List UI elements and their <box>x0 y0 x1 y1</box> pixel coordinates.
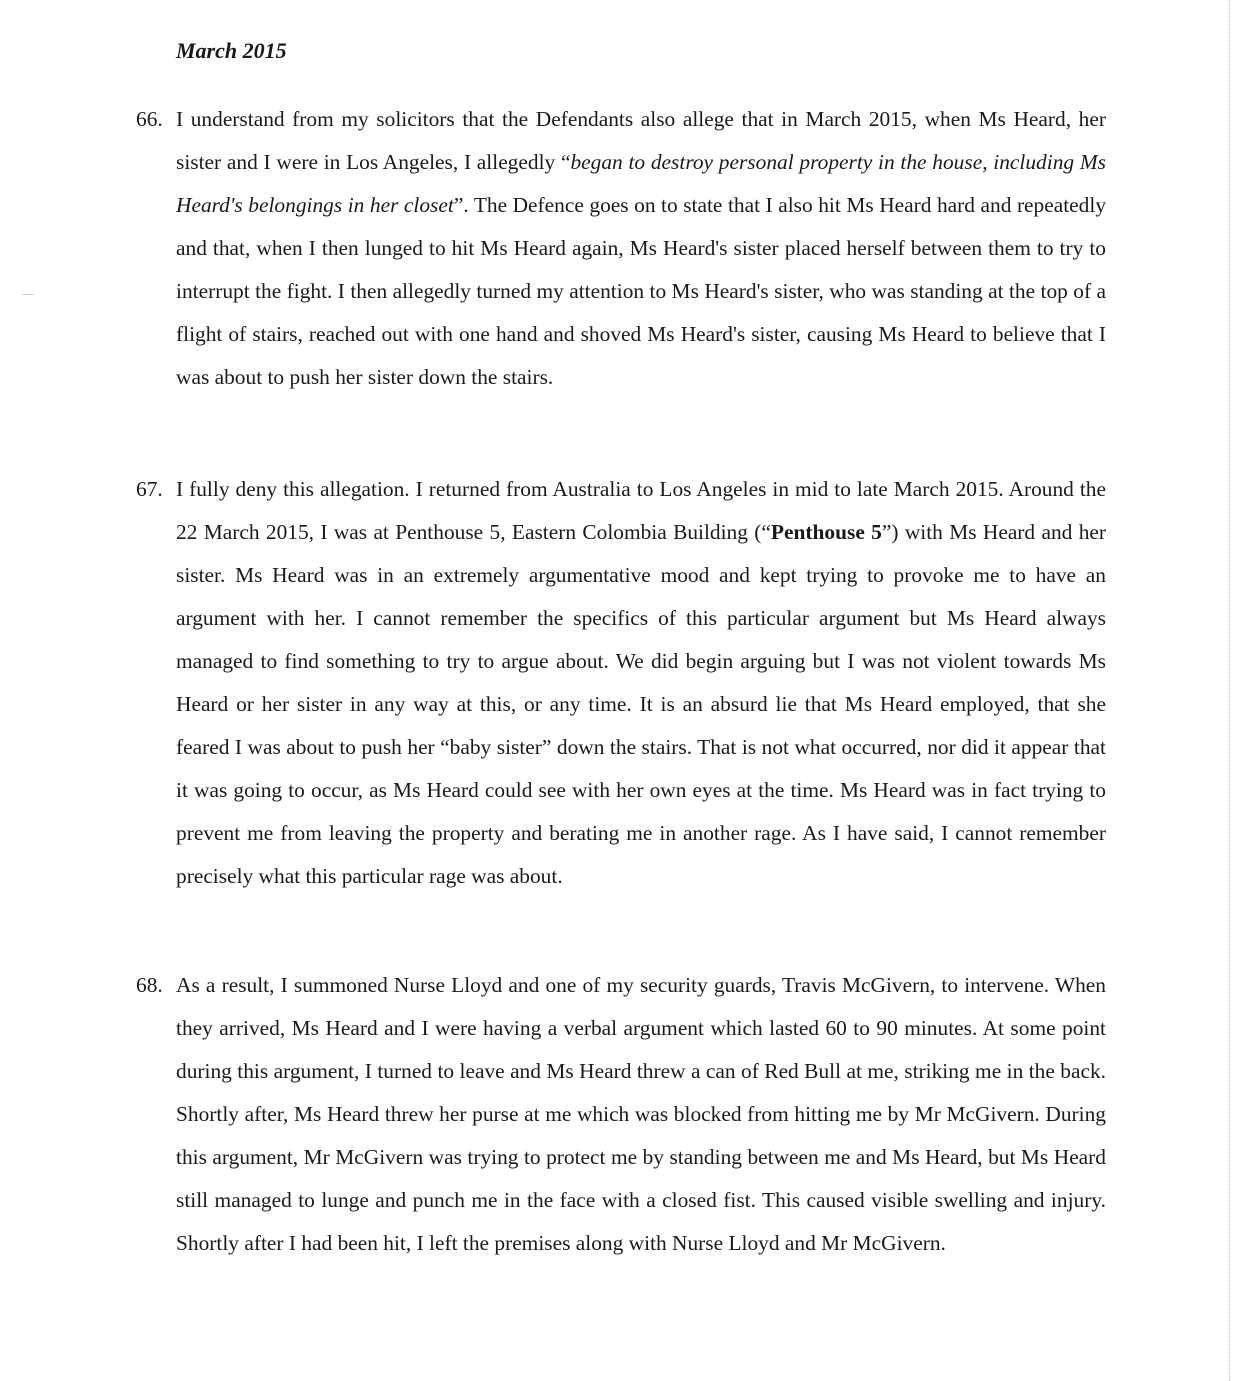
scan-margin-line <box>1229 0 1230 1381</box>
section-heading: March 2015 <box>176 38 287 63</box>
paragraph-text: I understand from my solicitors that the Defendants also allege that in March 2015, when Ms Heard, her sister and I were in Los Angeles, I allegedly “ <box>176 107 1106 174</box>
paragraph-number: 67. <box>136 477 163 501</box>
paragraph-66 <box>136 98 1107 399</box>
paragraph-text: As a result, I summoned Nurse Lloyd and one of my security guards, Travis McGivern, to intervene. When they arrived, Ms Heard and I were having a verbal argument which lasted 60 to 90 minutes. At some point during this argument, I turned to leave and Ms Heard threw a can of Red Bull at me, striking me in the back. Shortly after, Ms Heard threw her purse at me which was blocked from hitting me by Mr McGivern. During this argument, Mr McGivern was trying to protect me by standing between me and Ms Heard, but Ms Heard still managed to lunge and punch me in the face with a closed fist. This caused visible swelling and injury. Shortly after I had been hit, I left the premises along with Nurse Lloyd and Mr McGivern. <box>176 973 1106 1255</box>
paragraph-number: 66. <box>136 107 163 131</box>
paragraph-text: I fully deny this allegation. I returned from Australia to Los Angeles in mid to late March 2015. Around the 22 March 2015, I was at Penthouse 5, Eastern Colombia Building (“ <box>176 477 1106 544</box>
defined-term: Penthouse 5 <box>770 520 882 544</box>
paragraph-68 <box>136 964 1106 1265</box>
paragraph-text: ”. The Defence goes on to state that I also hit Ms Heard hard and repeatedly and that, when I then lunged to hit Ms Heard again, Ms Heard's sister placed herself between them to try to interrupt the fight. I then allegedly turned my attention to Ms Heard's sister, who was standing at the top of a flight of stairs, reached out with one hand and shoved Ms Heard's sister, causing Ms Heard to believe that I was about to push her sister down the stairs. <box>176 193 1107 389</box>
scan-mark <box>22 294 34 295</box>
paragraph-number: 68. <box>136 973 163 997</box>
paragraph-text: ”) with Ms Heard and her sister. Ms Heard was in an extremely argumentative mood and kept trying to provoke me to have an argument with her. I cannot remember the specifics of this particular argument but Ms Heard always managed to find something to try to argue about. We did begin arguing but I was not violent towards Ms Heard or her sister in any way at this, or any time. It is an absurd lie that Ms Heard employed, that she feared I was about to push her “baby sister” down the stairs. That is not what occurred, nor did it appear that it was going to occur, as Ms Heard could see with her own eyes at the time. Ms Heard was in fact trying to prevent me from leaving the property and berating me in another rage. As I have said, I cannot remember precisely what this particular rage was about. <box>176 520 1107 888</box>
paragraph-67 <box>136 468 1107 898</box>
quoted-allegation: began to destroy personal property in the house, including Ms Heard's belongings in her closet <box>176 150 1106 217</box>
